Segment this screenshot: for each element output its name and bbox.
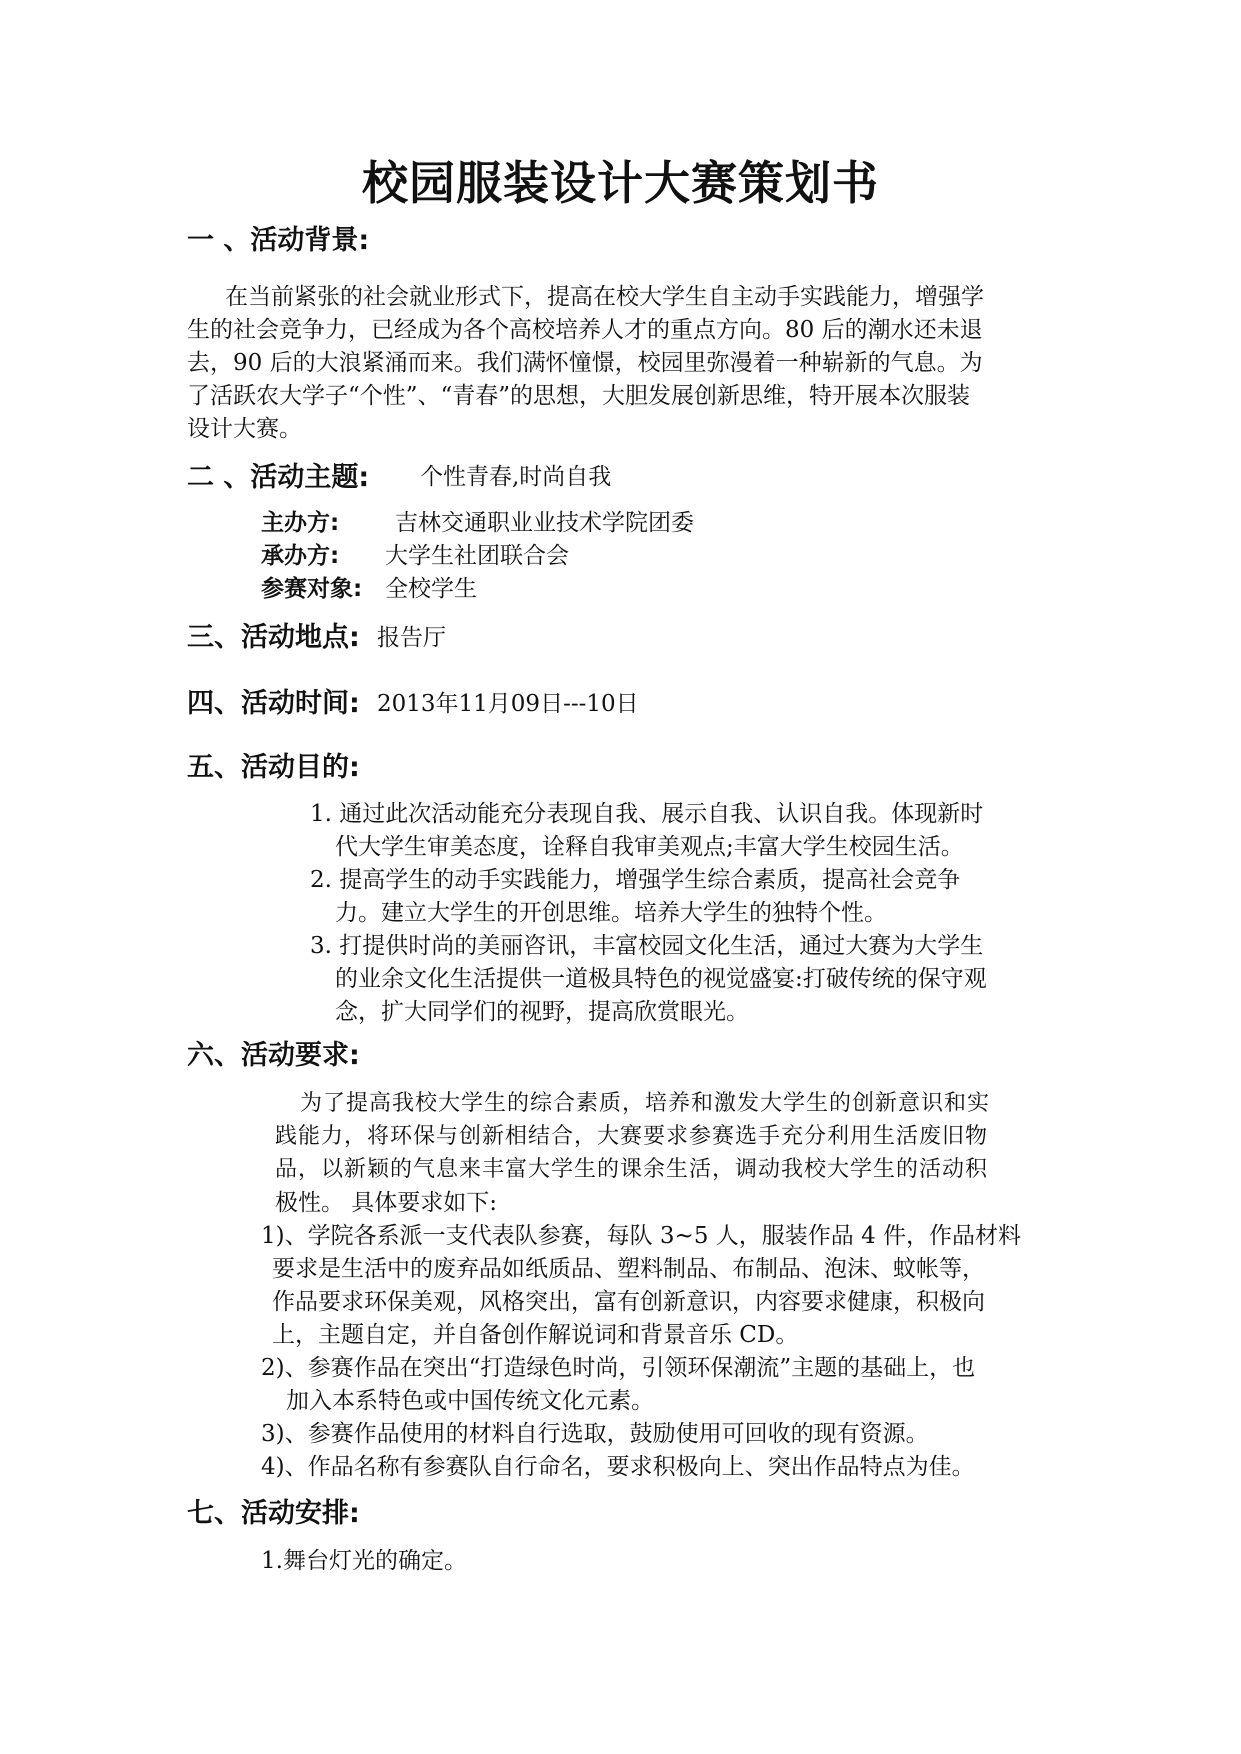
s1-line-5: 设计大赛。: [187, 416, 302, 442]
s5-line-3: 2. 提高学生的动手实践能力，增强学生综合素质，提高社会竞争: [310, 867, 961, 893]
s5-line-6: 的业余文化生活提供一道极具特色的视觉盛宴:打破传统的保守观: [335, 966, 987, 992]
theme-value: 个性青春,时尚自我: [420, 464, 612, 490]
time-value: 2013年11月09日---10日: [377, 691, 639, 717]
s6-req-line-6: 加入本系特色或中国传统文化元素。: [286, 1388, 654, 1414]
s6-intro-line-2: 践能力，将环保与创新相结合，大赛要求参赛选手充分利用生活废旧物: [275, 1124, 989, 1149]
s5-line-2: 代大学生审美态度，诠释自我审美观点;丰富大学生校园生活。: [335, 834, 964, 860]
s6-req-line-5: 2)、参赛作品在突出“打造绿色时尚，引领环保潮流”主题的基础上，也: [261, 1355, 976, 1381]
s5-line-1: 1. 通过此次活动能充分表现自我、展示自我、认识自我。体现新时: [310, 801, 984, 827]
document-title: 校园服装设计大赛策划书: [362, 156, 879, 210]
s6-intro-line-1: 为了提高我校大学生的综合素质，培养和激发大学生的创新意识和实: [300, 1091, 991, 1116]
section-7-heading: 七、活动安排:: [187, 1498, 360, 1529]
venue-value: 报告厅: [377, 625, 446, 651]
section-6-heading: 六、活动要求:: [187, 1040, 360, 1071]
participants-label: 参赛对象:: [261, 576, 363, 602]
host-value: 吉林交通职业业技术学院团委: [395, 510, 694, 536]
participants-value: 全校学生: [385, 576, 477, 602]
s6-req-line-3: 作品要求环保美观，风格突出，富有创新意识，内容要求健康，积极向: [272, 1289, 985, 1315]
s1-line-2: 生的社会竞争力，已经成为各个高校培养人才的重点方向。80 后的潮水还未退: [187, 317, 983, 343]
section-5-heading: 五、活动目的:: [187, 752, 360, 783]
s1-line-3: 去，90 后的大浪紧涌而来。我们满怀憧憬，校园里弥漫着一种崭新的气息。为: [187, 350, 983, 376]
section-2-heading: 二 、活动主题:: [187, 462, 370, 493]
section-1-heading: 一 、活动背景:: [187, 225, 370, 256]
s6-req-line-7: 3)、参赛作品使用的材料自行选取，鼓励使用可回收的现有资源。: [261, 1421, 929, 1447]
organizer-label: 承办方:: [261, 543, 340, 569]
s1-line-4: 了活跃农大学子“个性”、“青春”的思想，大胆发展创新思维，特开展本次服装: [187, 383, 971, 409]
s6-req-line-1: 1)、学院各系派一支代表队参赛，每队 3~5 人，服装作品 4 件，作品材料: [261, 1223, 1022, 1249]
s6-req-line-8: 4)、作品名称有参赛队自行命名，要求积极向上、突出作品特点为佳。: [261, 1454, 975, 1480]
section-3-heading: 三、活动地点:: [187, 622, 360, 653]
s5-line-7: 念，扩大同学们的视野，提高欣赏眼光。: [335, 999, 749, 1025]
s5-line-4: 力。建立大学生的开创思维。培养大学生的独特个性。: [335, 900, 887, 926]
host-label: 主办方:: [261, 510, 340, 536]
s6-intro-line-3: 品，以新颖的气息来丰富大学生的课余生活，调动我校大学生的活动积: [275, 1157, 989, 1182]
s7-line-1: 1.舞台灯光的确定。: [261, 1548, 467, 1574]
s6-req-line-4: 上，主题自定，并自备创作解说词和背景音乐 CD。: [272, 1322, 799, 1348]
s1-line-1: 在当前紧张的社会就业形式下，提高在校大学生自主动手实践能力，增强学: [225, 284, 984, 310]
s5-line-5: 3. 打提供时尚的美丽咨讯，丰富校园文化生活，通过大赛为大学生: [310, 933, 984, 959]
organizer-value: 大学生社团联合会: [385, 543, 569, 569]
section-4-heading: 四、活动时间:: [187, 688, 360, 719]
s6-req-line-2: 要求是生活中的废弃品如纸质品、塑料制品、布制品、泡沫、蚊帐等，: [272, 1256, 985, 1282]
s6-intro-line-4: 极性。 具体要求如下:: [275, 1190, 498, 1216]
